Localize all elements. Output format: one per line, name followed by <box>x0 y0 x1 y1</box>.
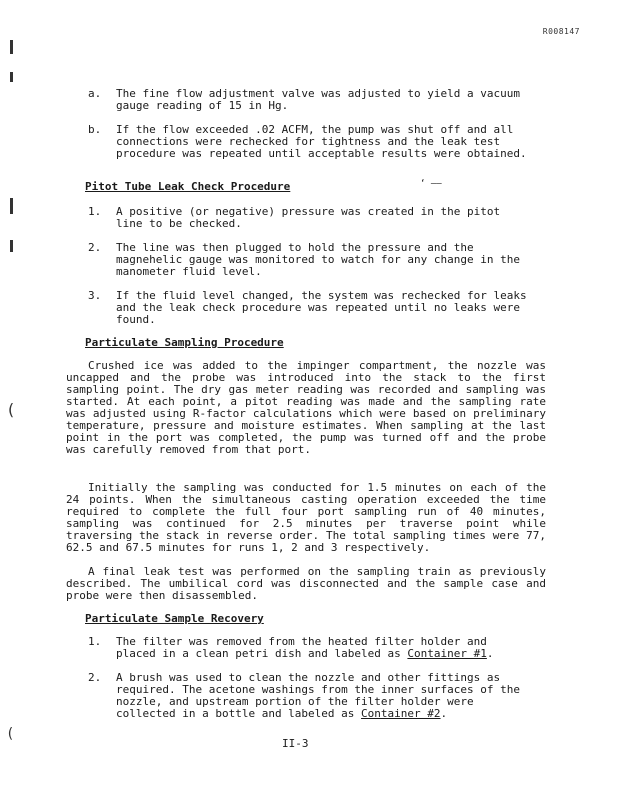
section-heading-recovery: Particulate Sample Recovery <box>85 612 264 625</box>
list-item <box>88 242 528 278</box>
item-text-main: The filter was removed from the heated filter holder and placed in a clean petri dish and labeled as <box>116 635 487 660</box>
scan-margin-mark <box>10 40 13 54</box>
page-number: II-3 <box>282 737 309 750</box>
document-id: R008147 <box>542 27 580 36</box>
container-label: Container #2 <box>361 707 441 720</box>
item-number: a. <box>88 87 102 100</box>
item-text-end: . <box>440 707 448 720</box>
list-item <box>88 290 528 326</box>
list-item <box>88 636 528 660</box>
paragraph-sampling-times: Initially the sampling was conducted for 1.5 minutes on each of the 24 points. When the simultaneous casting operation exceeded the time required to complete the full four port sampling run of 40 minutes, sampling was continued for 2.5 minutes per traverse point while traversing the stack in reverse order. The total sampling times were 77, 62.5 and 67.5 minutes for runs 1, 2 and 3 respectively. <box>66 481 546 554</box>
item-number: 1. <box>88 205 102 218</box>
item-text: A positive (or negative) pressure was created in the pitot line to be checked. <box>116 205 501 230</box>
handwritten-tick: ‘ –— <box>420 179 442 189</box>
item-text: The fine flow adjustment valve was adjusted to yield a vacuum gauge reading of 15 in Hg. <box>116 87 520 112</box>
scan-margin-mark <box>10 198 13 214</box>
list-item <box>88 672 528 720</box>
scan-margin-mark: ( <box>6 726 15 742</box>
item-text: If the fluid level changed, the system was rechecked for leaks and the leak check procedure was repeated until no leaks were found. <box>116 289 527 326</box>
section-heading-sampling: Particulate Sampling Procedure <box>85 336 284 349</box>
item-text: The line was then plugged to hold the pressure and the magnehelic gauge was monitored to watch for any change in the manometer fluid level. <box>116 241 520 278</box>
paragraph-final-leak-test: A final leak test was performed on the sampling train as previously described. The umbilical cord was disconnected and the sample case and probe were then disassembled. <box>66 565 546 602</box>
scan-margin-mark <box>10 72 13 82</box>
item-number: 2. <box>88 241 102 254</box>
section-heading-pitot: Pitot Tube Leak Check Procedure <box>85 180 291 193</box>
item-text: If the flow exceeded .02 ACFM, the pump was shut off and all connections were rechecked for tightness and the leak test procedure was repeated until acceptable results were obtained. <box>116 123 527 160</box>
list-item <box>88 206 528 230</box>
item-number: 3. <box>88 289 102 302</box>
item-text <box>116 636 528 660</box>
container-label: Container #1 <box>407 647 487 660</box>
item-text-end: . <box>486 647 494 660</box>
list-item <box>88 88 528 112</box>
item-number: 2. <box>88 671 102 684</box>
item-text <box>116 672 528 720</box>
scan-margin-mark: ( <box>6 400 16 419</box>
item-number: b. <box>88 123 102 136</box>
list-item <box>88 124 528 160</box>
item-text-main: A brush was used to clean the nozzle and other fittings as required. The acetone washings from the inner surfaces of the nozzle, and upstream portion of the filter holder were collected in a bottle and labeled as <box>116 671 520 720</box>
scan-margin-mark <box>10 240 13 252</box>
paragraph-sampling: Crushed ice was added to the impinger compartment, the nozzle was uncapped and the probe was introduced into the stack to the first sampling point. The dry gas meter reading was recorded and sampling was started. At each point, a pitot reading was made and the sampling rate was adjusted using R-factor calculations which were based on preliminary temperature, pressure and moisture estimates. When sampling at the last point in the port was completed, the pump was turned off and the probe was carefully removed from that port. <box>66 359 546 456</box>
item-number: 1. <box>88 635 102 648</box>
